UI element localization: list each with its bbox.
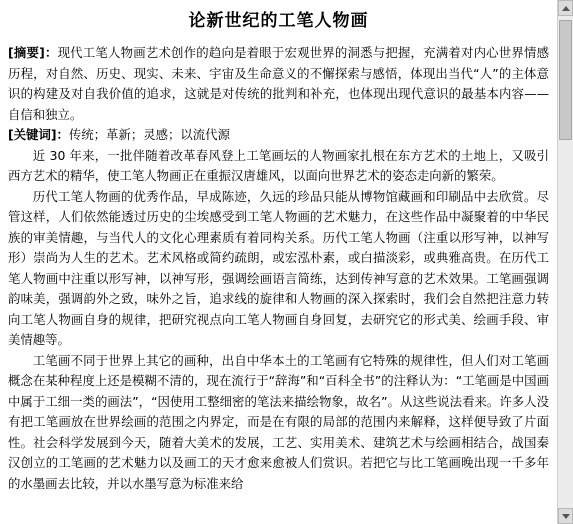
paragraph-3: 工笔画不同于世界上其它的画种，出自中华本土的工笔画有它特殊的规律性，但人们对工笔画概念在某种程度上还是模糊不清的，现在流行于“辞海”和“百科全书”的注释认为：“工笔画是中国画中属于工细一类的画法”，“因使用工整细密的笔法来描绘物象，故名”。从这些说法看来。许多人没有把工笔画放在世界绘画的范围之内界定，而是在有限的局部的范围内来解释，这样便导致了片面性。社会科学发展到今天，随着大美术的发展，工艺、实用美术、建筑艺术与绘画相结合，战国秦汉创立的工笔画的艺术魅力以及画工的天才愈来愈被人们赏识。若把它与比工笔画晚出现一千多年的水墨画去比较，并以水墨写意为标准来给 (8, 352, 549, 491)
abstract (8, 43, 549, 125)
paragraph-2: 历代工笔人物画的优秀作品，早成陈迹，久远的珍品只能从博物馆藏画和印刷品中去欣赏。尽管这样，人们依然能透过历史的尘埃感受到工笔人物画的艺术魅力，在这些作品中凝聚着的中华民族的审美情趣，与当代人的文化心理素质有着同构关系。历代工笔人物画（注重以形写神，以神写形）崇尚为人生的艺术。艺术风格或简约疏朗，或宏泓朴素，或白描淡彩，或典雅高贵。在历代工笔人物画中注重以形写神，以神写形，强调绘画语言简练，达到传神写意的艺术效果。工笔画强调韵味美，强调韵外之致，味外之旨，追求线的旋律和人物画的深入探索时，我们会自然把注意力转向工笔人物画自身的规律，把研究视点向工笔人物画自身回复，去研究它的形式美、绘画手段、审美情趣等。 (8, 188, 549, 347)
paragraph-1: 近 30 年来，一批伴随着改革春风登上工笔画坛的人物画家扎根在东方艺术的土地上，又吸引西方艺术的精华，使工笔人物画正在重振汉唐雄风，以面向世界艺术的姿态走向新的繁荣。 (8, 147, 549, 183)
keywords-label: [关键词]： (8, 127, 69, 142)
document-title: 论新世纪的工笔人物画 (188, 11, 369, 31)
scroll-thumb[interactable] (559, 20, 572, 140)
scroll-up-button[interactable] (558, 0, 573, 16)
arrow-up-icon (562, 6, 570, 11)
abstract-text: 现代工笔人物画艺术创作的趋向是着眼于宏观世界的洞悉与把握，充满着对内心世界情感历程，对自然、历史、现实、未来、宇宙及生命意义的不懈探索与感悟，体现出当代“人”的主体意识的构建及对自我价值的追求，这就是对传统的批判和补充，也体现出现代意识的最基本内容——自信和独立。 (8, 45, 550, 122)
abstract-label: [摘要]： (8, 45, 58, 60)
vertical-scrollbar[interactable] (557, 0, 573, 524)
keywords (8, 125, 549, 146)
keywords-text: 传统；革新；灵感；以流代源 (68, 127, 230, 142)
arrow-down-icon (562, 514, 570, 519)
scroll-down-button[interactable] (558, 508, 573, 524)
